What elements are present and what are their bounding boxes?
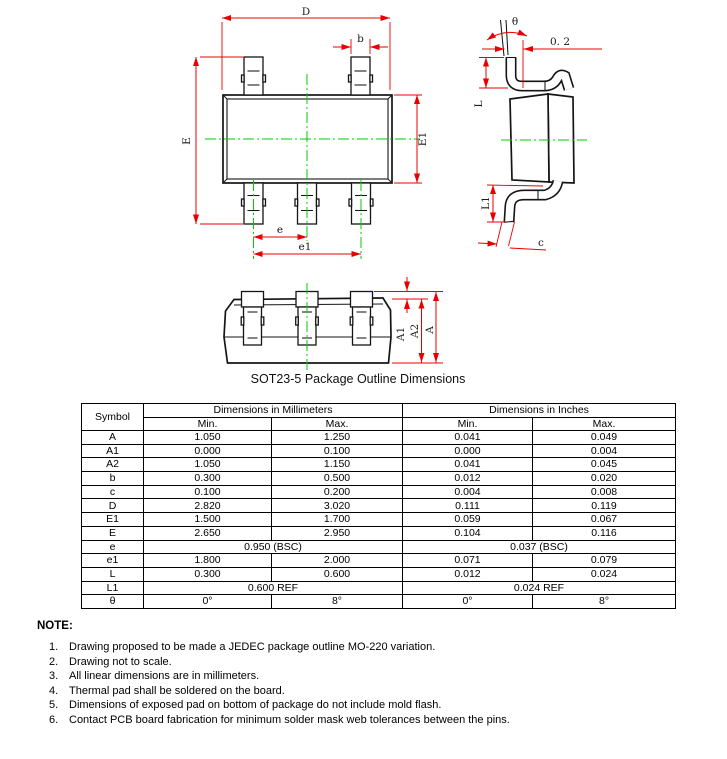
notes-section: [37, 620, 697, 728]
table-cell: 0.045: [533, 458, 676, 472]
col-header-mm-max: Max.: [272, 418, 403, 431]
note-item: [49, 640, 697, 655]
drawing-caption: SOT23-5 Package Outline Dimensions: [250, 372, 466, 386]
side-view-drawing: [473, 16, 602, 250]
table-cell: 0.300: [144, 567, 272, 581]
table-cell: 0.500: [272, 472, 403, 486]
table-cell: 1.800: [144, 554, 272, 568]
table-row: [82, 485, 676, 499]
table-cell: 1.050: [144, 458, 272, 472]
table-row: [82, 458, 676, 472]
note-number: 2.: [49, 655, 59, 668]
table-cell: 2.820: [144, 499, 272, 513]
table-row: [82, 444, 676, 458]
table-cell: 0.200: [272, 485, 403, 499]
note-text: Contact PCB board fabrication for minimum solder mask web tolerances between the pins.: [69, 713, 510, 726]
table-cell: 0.008: [533, 485, 676, 499]
table-cell: 2.950: [272, 526, 403, 540]
table-cell: 8°: [533, 595, 676, 609]
symbol-cell: e1: [82, 554, 144, 568]
table-cell: 0.100: [144, 485, 272, 499]
table-cell: 0.000: [144, 444, 272, 458]
table-cell: 0.111: [403, 499, 533, 513]
table-cell: 8°: [272, 595, 403, 609]
note-text: Drawing proposed to be made a JEDEC package outline MO-220 variation.: [69, 641, 436, 653]
note-number: 4.: [49, 684, 59, 697]
note-text: Thermal pad shall be soldered on the board.: [69, 684, 285, 697]
table-row: [82, 499, 676, 513]
note-item: [49, 684, 697, 699]
col-header-inch-max: Max.: [533, 418, 676, 431]
symbol-cell: L: [82, 567, 144, 581]
dim-label-E1: E1: [417, 131, 429, 147]
symbol-cell: A1: [82, 444, 144, 458]
dim-label-theta: θ: [511, 16, 519, 28]
dim-label-E: E: [181, 137, 193, 145]
note-item: [49, 698, 697, 713]
dim-label-b: b: [357, 33, 364, 45]
dim-label-A2: A2: [409, 323, 421, 339]
symbol-cell: L1: [82, 581, 144, 595]
symbol-cell: c: [82, 485, 144, 499]
note-number: 6.: [49, 713, 59, 726]
dim-label-e1: e1: [298, 241, 312, 253]
table-row: [82, 595, 676, 609]
table-row: [82, 540, 676, 554]
table-cell: 0.059: [403, 513, 533, 527]
dim-label-c: c: [538, 237, 544, 249]
col-header-inch-min: Min.: [403, 418, 533, 431]
table-cell: 1.500: [144, 513, 272, 527]
table-cell: 0.079: [533, 554, 676, 568]
table-cell: 0.119: [533, 499, 676, 513]
symbol-cell: A2: [82, 458, 144, 472]
note-text: All linear dimensions are in millimeters.: [69, 670, 260, 683]
table-cell: 0.004: [533, 444, 676, 458]
table-cell: 2.650: [144, 526, 272, 540]
col-header-symbol: Symbol: [82, 404, 144, 431]
top-view-pin: [242, 57, 266, 95]
table-cell: 0.049: [533, 431, 676, 445]
table-cell: 0.116: [533, 526, 676, 540]
note-number: 5.: [49, 699, 59, 712]
table-cell: 0.041: [403, 431, 533, 445]
table-cell: 0.071: [403, 554, 533, 568]
note-text: Dimensions of exposed pad on bottom of package do not include mold flash.: [69, 699, 442, 712]
table-cell: 0.600: [272, 567, 403, 581]
table-cell: 0.950 (BSC): [144, 540, 403, 554]
table-row: [82, 431, 676, 445]
col-header-inch: Dimensions in Inches: [403, 404, 676, 418]
table-row: [82, 472, 676, 486]
table-cell: 0.000: [403, 444, 533, 458]
symbol-cell: E: [82, 526, 144, 540]
table-cell: 0.024 REF: [403, 581, 676, 595]
table-cell: 1.150: [272, 458, 403, 472]
table-cell: 3.020: [272, 499, 403, 513]
table-cell: 0.012: [403, 472, 533, 486]
dimensions-table: [81, 403, 676, 609]
symbol-cell: E1: [82, 513, 144, 527]
table-cell: 0°: [403, 595, 533, 609]
dim-label-L1: L1: [480, 196, 492, 210]
symbol-cell: θ: [82, 595, 144, 609]
table-cell: 0.041: [403, 458, 533, 472]
table-row: [82, 554, 676, 568]
table-cell: 0.024: [533, 567, 676, 581]
table-row: [82, 581, 676, 595]
table-cell: 0.100: [272, 444, 403, 458]
dim-label-e: e: [276, 224, 284, 236]
table-cell: 1.700: [272, 513, 403, 527]
symbol-cell: b: [82, 472, 144, 486]
col-header-mm: Dimensions in Millimeters: [144, 404, 403, 418]
table-cell: 1.050: [144, 431, 272, 445]
note-text: Drawing not to scale.: [69, 655, 172, 668]
front-view-lead: [350, 292, 373, 346]
dim-label-A1: A1: [395, 326, 407, 342]
note-number: 3.: [49, 670, 59, 683]
table-row: [82, 513, 676, 527]
table-cell: 0.067: [533, 513, 676, 527]
table-cell: 0.004: [403, 485, 533, 499]
table-cell: 0.037 (BSC): [403, 540, 676, 554]
note-item: [49, 713, 697, 728]
note-number: 1.: [49, 641, 59, 653]
note-item: [49, 669, 697, 684]
table-cell: 0°: [144, 595, 272, 609]
table-row: [82, 567, 676, 581]
symbol-cell: e: [82, 540, 144, 554]
col-header-mm-min: Min.: [144, 418, 272, 431]
top-view-pin: [349, 57, 373, 95]
table-cell: 0.600 REF: [144, 581, 403, 595]
dim-label-D: D: [301, 6, 311, 18]
symbol-cell: A: [82, 431, 144, 445]
dim-label-offset: 0. 2: [549, 36, 571, 48]
dim-label-L: L: [473, 100, 485, 108]
table-cell: 0.300: [144, 472, 272, 486]
table-cell: 1.250: [272, 431, 403, 445]
table-row: [82, 526, 676, 540]
front-view-lead: [241, 292, 264, 346]
table-cell: 0.104: [403, 526, 533, 540]
symbol-cell: D: [82, 499, 144, 513]
dim-label-A: A: [424, 326, 436, 334]
note-heading: NOTE:: [37, 620, 73, 632]
table-cell: 0.012: [403, 567, 533, 581]
note-item: [49, 655, 697, 670]
table-cell: 2.000: [272, 554, 403, 568]
top-view-drawing: [181, 6, 429, 259]
table-cell: 0.020: [533, 472, 676, 486]
front-view-drawing: [224, 277, 443, 371]
